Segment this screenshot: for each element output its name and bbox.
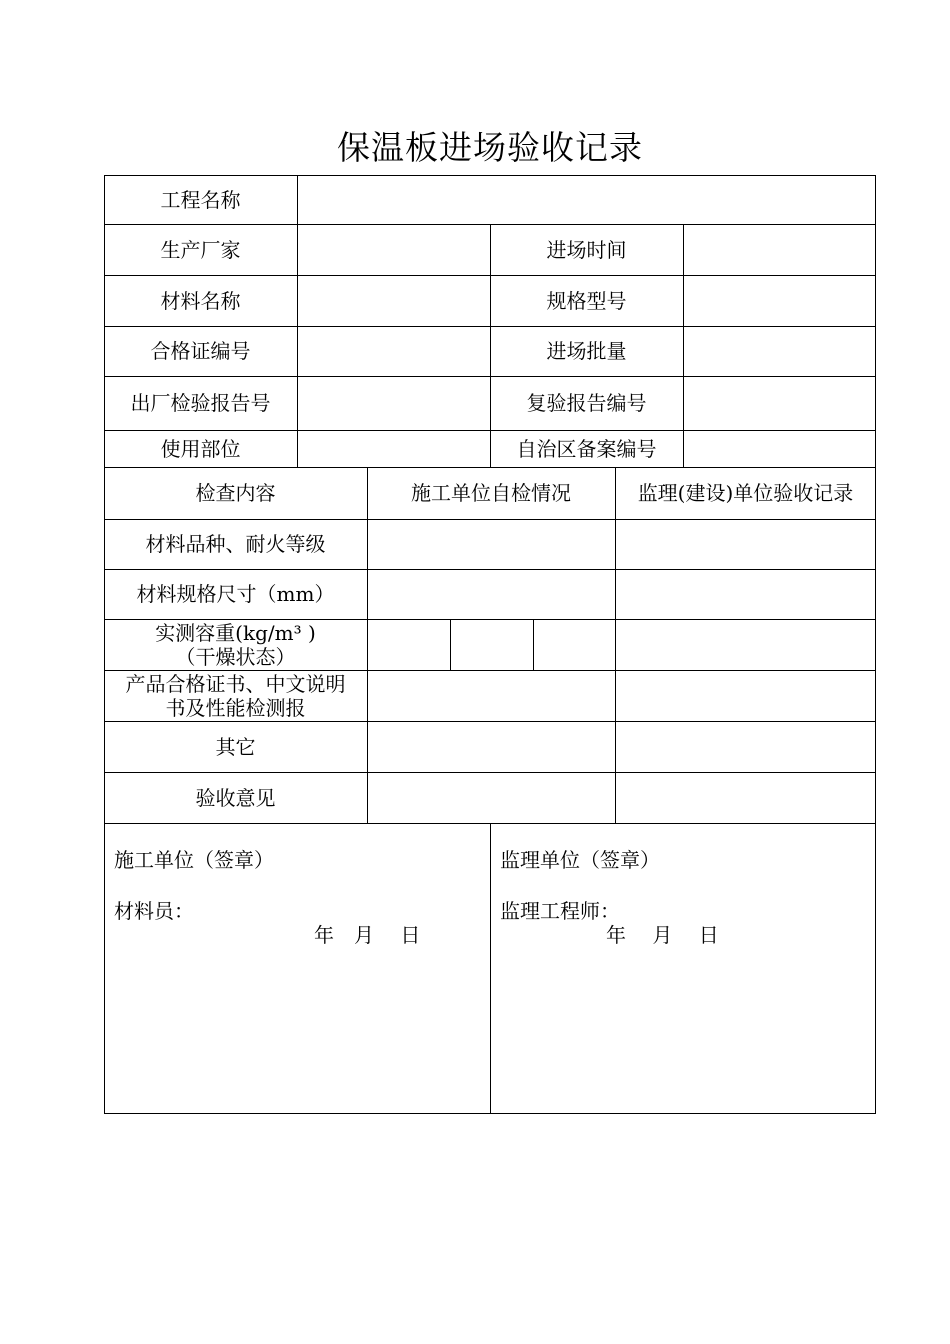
field-factory-report-number[interactable] xyxy=(298,377,490,430)
field-cert-number[interactable] xyxy=(298,327,490,376)
field-entry-batch[interactable] xyxy=(684,327,875,376)
field-density-sample-1[interactable] xyxy=(368,620,450,670)
field-manufacturer[interactable] xyxy=(298,225,490,275)
form-title: 保温板进场验收记录 xyxy=(337,128,643,167)
row-label-density xyxy=(104,619,367,670)
field-size-contractor[interactable] xyxy=(368,570,615,619)
label-spec-model: 规格型号 xyxy=(546,288,627,313)
label-manufacturer: 生产厂家 xyxy=(160,237,241,262)
field-material-name[interactable] xyxy=(298,276,490,326)
field-project-name[interactable] xyxy=(298,176,875,224)
label-material-name: 材料名称 xyxy=(160,288,241,313)
contractor-date: 年 月 日 xyxy=(314,923,421,947)
field-density-supervisor[interactable] xyxy=(616,620,875,670)
contractor-seal-label: 施工单位（签章） xyxy=(114,848,274,872)
label-project-name: 工程名称 xyxy=(160,187,241,212)
field-variety-contractor[interactable] xyxy=(368,520,615,569)
col-header-supervisor-record: 监理(建设)单位验收记录 xyxy=(637,481,854,505)
label-entry-batch: 进场批量 xyxy=(546,339,627,363)
supervisor-seal-label: 监理单位（签章） xyxy=(500,848,660,872)
row-label-certificates xyxy=(104,670,367,721)
row-label-other: 其它 xyxy=(215,734,256,759)
field-region-record-number[interactable] xyxy=(684,431,875,467)
field-spec-model[interactable] xyxy=(684,276,875,326)
row-label-density-line1: 实测容重(kg/m³ ) xyxy=(155,620,316,645)
supervisor-signature-area[interactable] xyxy=(500,955,866,1105)
row-label-opinion: 验收意见 xyxy=(195,785,276,810)
field-entry-time[interactable] xyxy=(684,225,875,275)
row-label-certificates-line2: 书及性能检测报 xyxy=(165,695,306,720)
field-other-supervisor[interactable] xyxy=(616,722,875,772)
label-usage-location: 使用部位 xyxy=(160,436,241,461)
field-opinion-contractor[interactable] xyxy=(368,773,615,823)
field-density-sample-3[interactable] xyxy=(534,620,615,670)
field-other-contractor[interactable] xyxy=(368,722,615,772)
supervisor-date: 年 月 日 xyxy=(606,923,719,947)
label-region-record-number: 自治区备案编号 xyxy=(516,436,657,461)
row-label-variety: 材料品种、耐火等级 xyxy=(145,532,326,556)
supervising-engineer-label: 监理工程师： xyxy=(500,899,620,923)
material-clerk-label: 材料员： xyxy=(114,899,194,923)
col-header-contractor-check: 施工单位自检情况 xyxy=(411,481,571,505)
acceptance-record-table xyxy=(104,175,876,1115)
label-entry-time: 进场时间 xyxy=(546,237,627,262)
row-label-size: 材料规格尺寸（mm） xyxy=(136,582,335,606)
label-factory-report-number: 出厂检验报告号 xyxy=(130,391,271,415)
label-recheck-report-number: 复验报告编号 xyxy=(526,391,647,415)
contractor-signature-area[interactable] xyxy=(114,955,480,1105)
field-density-sample-2[interactable] xyxy=(451,620,533,670)
field-certificates-supervisor[interactable] xyxy=(616,671,875,721)
table-rule xyxy=(104,1113,876,1114)
table-rule xyxy=(490,823,491,1113)
field-size-supervisor[interactable] xyxy=(616,570,875,619)
label-cert-number: 合格证编号 xyxy=(150,339,251,363)
table-rule xyxy=(875,175,876,1114)
field-opinion-supervisor[interactable] xyxy=(616,773,875,823)
row-label-certificates-line1: 产品合格证书、中文说明 xyxy=(125,671,346,696)
field-variety-supervisor[interactable] xyxy=(616,520,875,569)
field-usage-location[interactable] xyxy=(298,431,490,467)
field-recheck-report-number[interactable] xyxy=(684,377,875,430)
field-certificates-contractor[interactable] xyxy=(368,671,615,721)
row-label-density-line2: （干燥状态） xyxy=(175,644,296,669)
col-header-content: 检查内容 xyxy=(195,481,276,505)
